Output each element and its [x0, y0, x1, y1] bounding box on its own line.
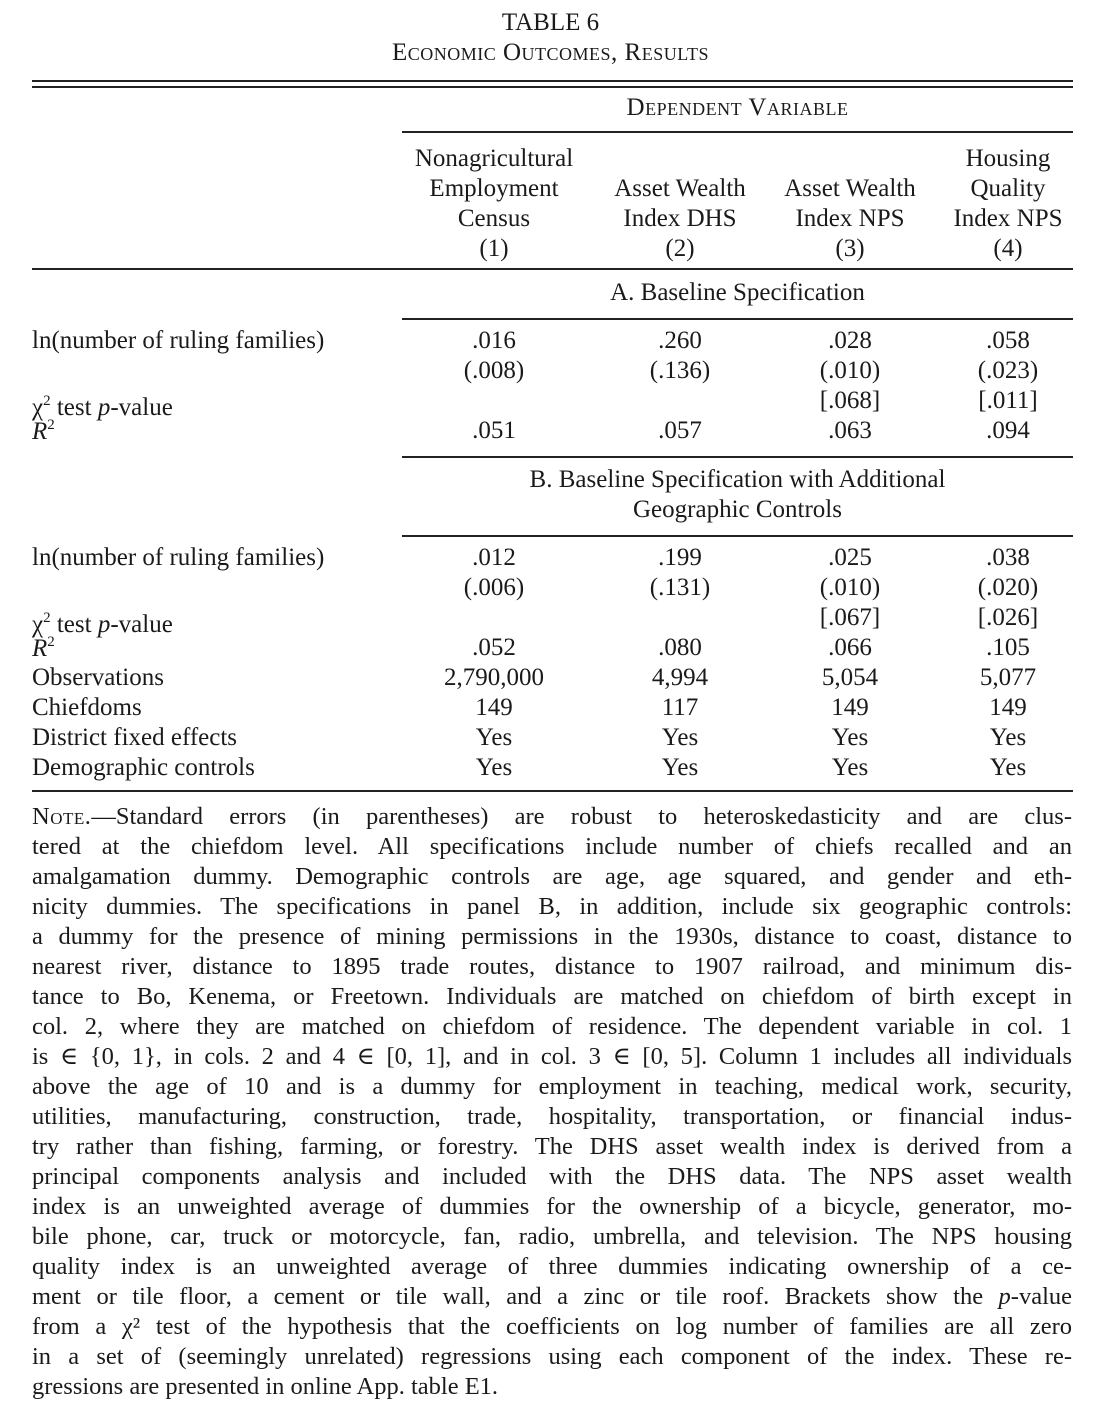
std-error-cell: (.006): [463, 574, 525, 601]
coefficient-cell: .058: [986, 327, 1030, 354]
observations-cell: 2,790,000: [444, 664, 544, 691]
coefficient-cell: .025: [828, 544, 872, 571]
r2-superscript: 2: [47, 634, 55, 650]
panel-a-r2-label: [32, 410, 55, 447]
coefficient-cell: .028: [828, 327, 872, 354]
district-fe-cell: Yes: [831, 724, 869, 751]
panel-b-title-line2: Geographic Controls: [633, 496, 842, 523]
note-line: gressions are presented in online App. table E1.: [32, 1373, 499, 1400]
r2-cell: .057: [658, 417, 702, 444]
bottom-rule: [32, 790, 1073, 792]
note-line: col. 2, where they are matched on chiefdom of residence. The dependent variable in col. 1: [32, 1013, 1072, 1040]
demographic-controls-cell: Yes: [661, 754, 699, 781]
note-line: from a χ² test of the hypothesis that the coefficients on log number of families are all zero: [32, 1313, 1072, 1340]
r2-cell: .063: [828, 417, 872, 444]
chi-pvalue-cell: [.067]: [819, 604, 881, 631]
note-line: utilities, manufacturing, construction, trade, hospitality, transportation, or financial indus-: [32, 1103, 1072, 1130]
r2-cell: .080: [658, 634, 702, 661]
panel-b-r2-label: [32, 627, 55, 664]
demographic-controls-cell: Yes: [831, 754, 869, 781]
note-line: a dummy for the presence of mining permissions in the 1930s, distance to coast, distance to: [32, 923, 1072, 950]
r2-letter: R: [32, 418, 48, 445]
coefficient-cell: .260: [658, 327, 702, 354]
r2-cell: .052: [472, 634, 516, 661]
column-number: (2): [665, 235, 695, 262]
demographic-controls-cell: Yes: [989, 754, 1027, 781]
r2-cell: .051: [472, 417, 516, 444]
r2-letter: R: [32, 635, 48, 662]
coefficient-cell: .199: [658, 544, 702, 571]
panel-a-row-label: ln(number of ruling families): [32, 327, 325, 354]
coefficient-cell: .012: [472, 544, 516, 571]
column-header-line: Census: [457, 205, 531, 232]
note-line: above the age of 10 and is a dummy for employment in teaching, medical work, security,: [32, 1073, 1072, 1100]
note-line: tance to Bo, Kenema, or Freetown. Individuals are matched on chiefdom of birth except in: [32, 983, 1072, 1010]
chiefdoms-cell: 149: [831, 694, 869, 721]
coefficient-cell: .016: [472, 327, 516, 354]
note-line: in a set of (seemingly unrelated) regressions using each component of the index. These re-: [32, 1343, 1072, 1370]
panel-a-title: A. Baseline Specification: [610, 279, 865, 306]
note-line: nicity dummies. The specifications in panel B, in addition, include six geographic controls:: [32, 893, 1072, 920]
demographic-controls-label: Demographic controls: [32, 754, 255, 781]
observations-label: Observations: [32, 664, 164, 691]
table-note: [32, 802, 1072, 1402]
std-error-cell: (.010): [819, 357, 881, 384]
column-number: (4): [993, 235, 1023, 262]
std-error-cell: (.020): [977, 574, 1039, 601]
chiefdoms-cell: 149: [989, 694, 1027, 721]
column-header-line: Asset Wealth: [784, 175, 916, 202]
chi-pvalue-cell: [.026]: [977, 604, 1039, 631]
note-line: [32, 802, 1072, 832]
note-line: amalgamation dummy. Demographic controls are age, age squared, and gender and eth-: [32, 863, 1072, 890]
chi-symbol: χ: [32, 611, 44, 638]
note-line: bile phone, car, truck or motorcycle, fan, radio, umbrella, and television. The NPS housing: [32, 1223, 1072, 1250]
district-fe-label: District fixed effects: [32, 724, 238, 751]
header-rule: [32, 268, 1073, 270]
district-fe-cell: Yes: [661, 724, 699, 751]
r2-cell: .066: [828, 634, 872, 661]
panel-b-row-label: ln(number of ruling families): [32, 544, 325, 571]
dep-var-rule: [402, 131, 1073, 133]
column-header-line: Nonagricultural: [414, 145, 574, 172]
std-error-cell: (.136): [649, 357, 711, 384]
std-error-cell: (.023): [977, 357, 1039, 384]
district-fe-cell: Yes: [989, 724, 1027, 751]
observations-cell: 4,994: [651, 664, 709, 691]
note-line: index is an unweighted average of dummies for the ownership of a bicycle, generator, mo-: [32, 1193, 1072, 1220]
std-error-cell: (.008): [463, 357, 525, 384]
observations-cell: 5,054: [821, 664, 879, 691]
demographic-controls-cell: Yes: [475, 754, 513, 781]
std-error-cell: (.010): [819, 574, 881, 601]
r2-cell: .105: [986, 634, 1030, 661]
note-line: ment or tile floor, a cement or tile wall, and a zinc or tile roof. Brackets show the p-value: [32, 1283, 1072, 1310]
column-header-line: Asset Wealth: [614, 175, 746, 202]
chiefdoms-cell: 117: [661, 694, 699, 721]
column-header-line: Housing: [965, 145, 1051, 172]
column-header-line: Quality: [970, 175, 1046, 202]
chi-pvalue-cell: [.011]: [978, 387, 1038, 414]
r2-cell: .094: [986, 417, 1030, 444]
note-line: tered at the chiefdom level. All specifications include number of chiefs recalled and an: [32, 833, 1072, 860]
top-rule: [32, 80, 1073, 82]
top-rule-2: [32, 86, 1073, 88]
note-line: is ∈ {0, 1}, in cols. 2 and 4 ∈ [0, 1], and in col. 3 ∈ [0, 5]. Column 1 includes all individuals: [32, 1043, 1072, 1070]
note-line: quality index is an unweighted average of three dummies indicating ownership of a ce-: [32, 1253, 1072, 1280]
chi-label-text: test p-value: [56, 394, 173, 421]
panel-b-title-line1: B. Baseline Specification with Additional: [529, 466, 946, 493]
table-number: TABLE 6: [501, 9, 600, 36]
note-line: try rather than fishing, farming, or forestry. The DHS asset wealth index is derived from a: [32, 1133, 1072, 1160]
coefficient-cell: .038: [986, 544, 1030, 571]
observations-cell: 5,077: [979, 664, 1037, 691]
panel-b-top-rule: [402, 456, 1073, 458]
table-title: Economic Outcomes, Results: [391, 39, 710, 66]
std-error-cell: (.131): [649, 574, 711, 601]
chi-pvalue-cell: [.068]: [819, 387, 881, 414]
district-fe-cell: Yes: [475, 724, 513, 751]
panel-b-rule: [402, 535, 1073, 537]
column-header-line: Employment: [429, 175, 559, 202]
column-number: (3): [835, 235, 865, 262]
chi-symbol: χ: [32, 394, 44, 421]
column-header-line: Index NPS: [953, 205, 1063, 232]
note-text: —Standard errors (in parentheses) are robust to heteroskedasticity and are clus-: [91, 803, 1072, 830]
column-number: (1): [479, 235, 509, 262]
column-header-line: Index NPS: [795, 205, 905, 232]
chi-superscript: 2: [43, 610, 51, 626]
note-line: nearest river, distance to 1895 trade routes, distance to 1907 railroad, and minimum dis-: [32, 953, 1072, 980]
note-line: principal components analysis and included with the DHS data. The NPS asset wealth: [32, 1163, 1072, 1190]
chi-label-text: test p-value: [56, 611, 173, 638]
chiefdoms-cell: 149: [475, 694, 513, 721]
panel-a-rule: [402, 318, 1073, 320]
chiefdoms-label: Chiefdoms: [32, 694, 142, 721]
dependent-variable-header: Dependent Variable: [626, 94, 849, 121]
column-header-line: Index DHS: [623, 205, 737, 232]
note-lead: Note.: [32, 803, 92, 830]
chi-superscript: 2: [43, 393, 51, 409]
r2-superscript: 2: [47, 417, 55, 433]
